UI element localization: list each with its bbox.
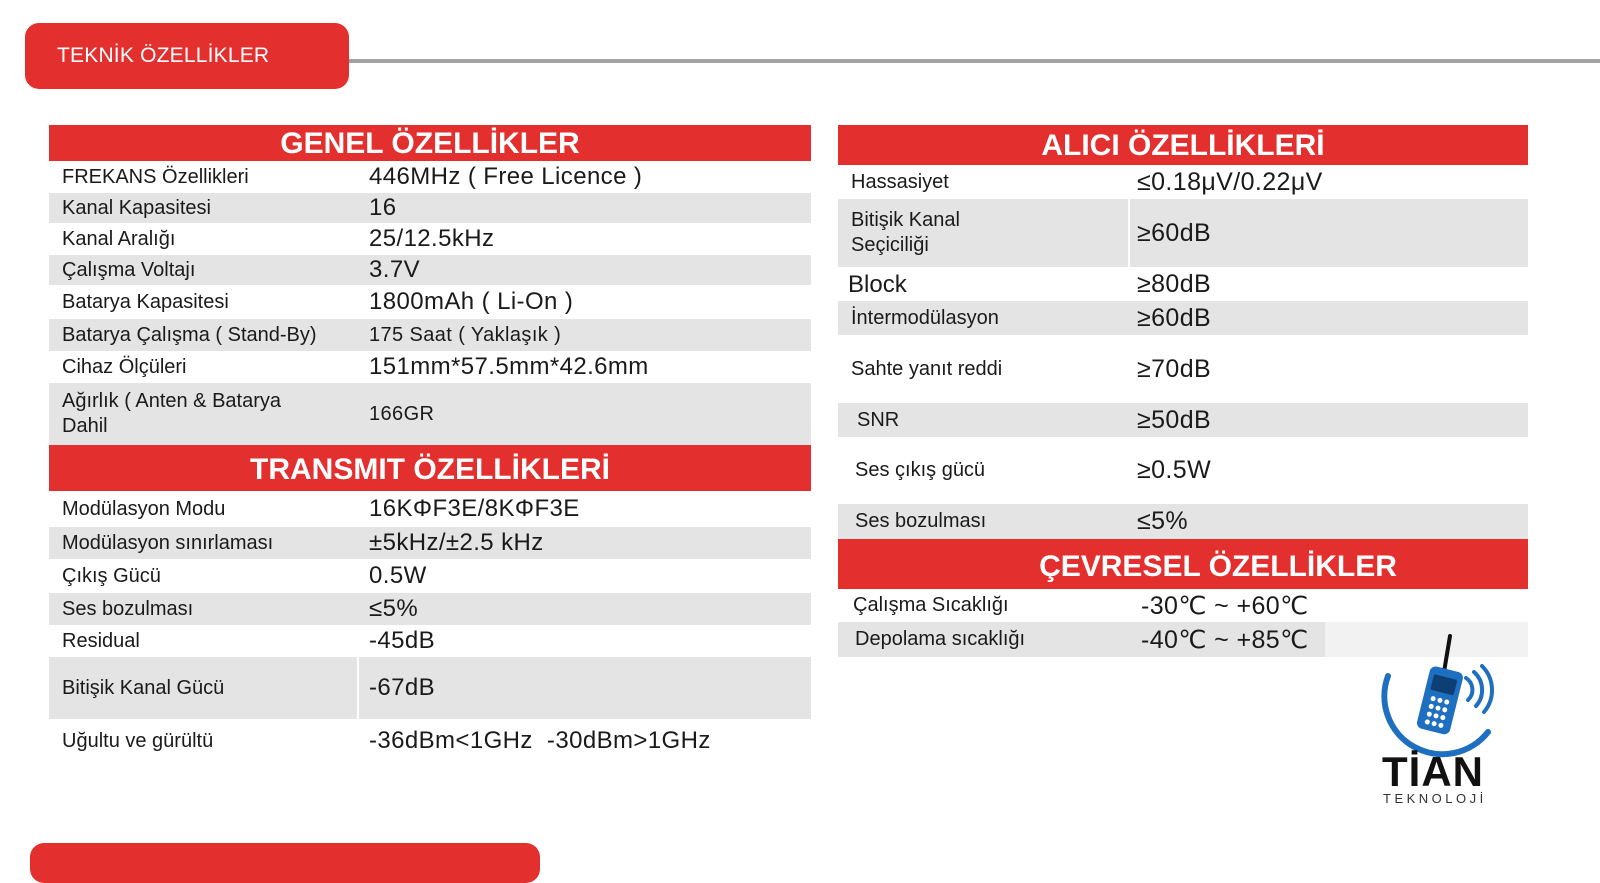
row-label: Depolama sıcaklığı [855, 628, 1026, 650]
row-value: ≥80dB [1137, 269, 1212, 298]
right-spec-panel [838, 125, 1528, 657]
table-row [49, 559, 811, 593]
column-divider [1128, 199, 1130, 267]
row-label: Ses çıkış gücü [855, 459, 986, 481]
table-row [49, 657, 811, 719]
table-row [838, 437, 1528, 504]
row-value: 16 [369, 194, 397, 221]
row-label: Bitişik Kanal Gücü [62, 676, 225, 699]
row-label: İntermodülasyon [851, 306, 999, 329]
genel-title: GENEL ÖZELLİKLER [280, 127, 580, 160]
table-row [49, 255, 811, 285]
row-value: ≤5% [1137, 507, 1189, 535]
row-label: Uğultu ve gürültü [62, 729, 214, 752]
row-value: 1800mAh ( Li-On ) [369, 288, 574, 315]
row-label: Cihaz Ölçüleri [62, 355, 187, 378]
row-value: ≥0.5W [1137, 456, 1212, 484]
row-value: ≥70dB [1137, 354, 1212, 383]
row-label: Kanal Aralığı [62, 227, 176, 250]
row-label: Sahte yanıt reddi [851, 357, 1003, 380]
table-row [838, 165, 1528, 199]
row-value: 175 Saat ( Yaklaşık ) [369, 323, 562, 346]
row-value: -67dB [369, 674, 436, 701]
row-value: 25/12.5kHz [369, 225, 495, 252]
table-row [49, 491, 811, 527]
row-label: Bitişik Kanal Seçiciliği [851, 209, 960, 256]
table-row [838, 589, 1528, 622]
header-divider [349, 59, 1600, 63]
section-title-tab [25, 23, 349, 89]
row-label: Çalışma Voltajı [62, 258, 196, 281]
table-row [49, 625, 811, 657]
table-row [838, 403, 1528, 437]
next-section-tab [30, 843, 540, 883]
row-value: 0.5W [369, 562, 427, 589]
table-row [49, 593, 811, 625]
row-label: Hassasiyet [851, 170, 949, 193]
table-row [49, 161, 811, 193]
table-row [49, 319, 811, 351]
table-row [49, 351, 811, 383]
genel-header [49, 125, 811, 161]
row-label: Kanal Kapasitesi [62, 196, 211, 219]
row-value: 166GR [369, 402, 435, 425]
table-row [838, 504, 1528, 539]
row-label: Çıkış Gücü [62, 564, 161, 587]
table-row [838, 267, 1528, 301]
table-row [838, 335, 1528, 403]
row-value: -30℃ ~ +60℃ [1141, 591, 1309, 620]
row-value: -45dB [369, 627, 436, 654]
cevresel-title: ÇEVRESEL ÖZELLİKLER [1039, 550, 1397, 583]
transmit-header [49, 445, 811, 491]
table-row [49, 719, 811, 763]
alici-title: ALICI ÖZELLİKLERİ [1041, 129, 1325, 162]
row-value: 3.7V [369, 256, 420, 283]
table-row [838, 199, 1528, 267]
transmit-title: TRANSMIT ÖZELLİKLERİ [250, 453, 610, 486]
row-value: ≥60dB [1137, 218, 1212, 247]
table-row [49, 223, 811, 255]
row-value: ≥50dB [1137, 405, 1212, 434]
row-value: ≤0.18μV/0.22μV [1137, 167, 1323, 196]
row-label: Çalışma Sıcaklığı [853, 594, 1009, 616]
row-value: 151mm*57.5mm*42.6mm [369, 353, 649, 380]
row-value: ±5kHz/±2.5 kHz [369, 529, 544, 556]
row-value: -40℃ ~ +85℃ [1141, 625, 1309, 654]
table-row [838, 301, 1528, 335]
row-label: Ses bozulması [855, 510, 987, 532]
row-value: ≥60dB [1137, 303, 1212, 332]
alici-header [838, 125, 1528, 165]
row-label: Ağırlık ( Anten & Batarya Dahil [62, 390, 281, 437]
brand-logo-subtitle: TEKNOLOJİ [1383, 791, 1487, 806]
table-row [49, 285, 811, 319]
row-label: Batarya Çalışma ( Stand-By) [62, 323, 317, 346]
page-title: TEKNİK ÖZELLİKLER [57, 44, 270, 67]
row-value: -36dBm<1GHz -30dBm>1GHz [369, 727, 711, 754]
row-label: Modülasyon Modu [62, 497, 226, 520]
row-label: Residual [62, 629, 140, 652]
row-value: ≤5% [369, 595, 419, 622]
left-spec-panel [49, 125, 811, 763]
table-row [49, 527, 811, 559]
row-value: 446MHz ( Free Licence ) [369, 163, 643, 190]
row-label: Modülasyon sınırlaması [62, 531, 274, 554]
row-value: 16KΦF3E/8KΦF3E [369, 495, 580, 522]
row-label: Ses bozulması [62, 597, 194, 620]
brand-logo-text: TİAN [1382, 748, 1484, 795]
row-label: SNR [857, 408, 900, 431]
table-row [49, 383, 811, 445]
table-row [49, 193, 811, 223]
cevresel-header [838, 539, 1528, 589]
row-label: Block [848, 270, 907, 298]
column-divider [357, 657, 359, 719]
row-label: FREKANS Özellikleri [62, 165, 249, 188]
row-label: Batarya Kapasitesi [62, 290, 229, 313]
